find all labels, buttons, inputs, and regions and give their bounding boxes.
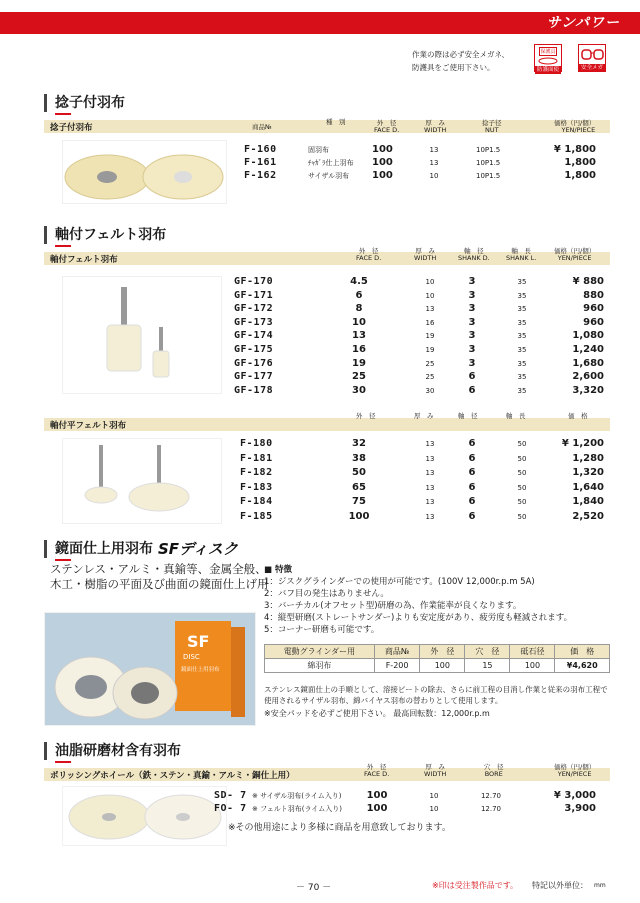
safety-glasses-icon [578, 44, 606, 79]
shank-length: 35 [517, 318, 527, 327]
product-code: GF-176 [234, 357, 274, 369]
face-diameter: 38 [352, 452, 366, 464]
product-type: ※ サイザル羽布(ライム入り) [252, 792, 342, 800]
width: 13 [425, 483, 435, 492]
col-shank: 軸 径 [458, 412, 478, 420]
product-code: SD- 7 [214, 790, 247, 801]
bar-label: 軸付フェルト羽布 [50, 255, 118, 265]
product-code: F-185 [240, 511, 273, 522]
width: 13 [425, 498, 435, 507]
face-diameter: 19 [352, 357, 366, 369]
price: 960 [583, 316, 604, 328]
shank-diameter: 6 [468, 481, 476, 493]
product-code: GF-178 [234, 384, 274, 396]
product-code: GF-171 [234, 289, 274, 301]
width: 13 [425, 513, 435, 521]
features-title: ■ 特徴 [264, 565, 292, 575]
price: 1,680 [572, 357, 604, 369]
product-code: F-160 [244, 144, 277, 155]
face-shield-icon [534, 44, 562, 81]
width: 10 [429, 172, 439, 180]
feature-item: 4：縦型研磨(ストレートサンダー)よりも安定度があり、疲労度も軽減されます。 [264, 613, 573, 623]
width: 13 [425, 469, 435, 478]
product-type: ﾁｬｶﾞﾗ仕上羽布 [308, 159, 354, 167]
product-photo [62, 438, 222, 524]
face-diameter: 30 [352, 384, 366, 396]
face-diameter: 100 [372, 157, 393, 168]
col-face: 外 径 FACE D. [374, 119, 400, 134]
face-diameter: 13 [352, 330, 366, 342]
shank-length: 35 [517, 359, 527, 368]
product-code: F-181 [240, 452, 273, 464]
price: 2,520 [572, 511, 604, 522]
width: 13 [425, 440, 435, 448]
bar-label: ポリッシングホイール（鉄・ステン・真鍮・アルミ・銅仕上用） [50, 771, 295, 781]
col-shank-length: 軸 長 SHANK L. [506, 247, 537, 262]
shank-length: 35 [517, 305, 527, 314]
sf-disc-logo: SFディスク [158, 540, 238, 558]
face-diameter: 100 [372, 170, 393, 181]
svg-text:鏡面仕上用羽布: 鏡面仕上用羽布 [181, 667, 220, 673]
col-price: 価格（円/個） YEN/PIECE [554, 119, 596, 134]
width: 10 [429, 805, 439, 813]
product-type: 固羽布 [308, 146, 329, 154]
brand-bar [0, 12, 640, 34]
unit-note: 特記以外単位： [532, 881, 588, 890]
product-code: GF-177 [234, 371, 274, 383]
col-shank-length: 軸 長 [506, 412, 526, 420]
face-diameter: 25 [352, 371, 366, 383]
shank-diameter: 6 [468, 438, 476, 449]
shank-length: 35 [517, 278, 527, 286]
page-number: － 70 － [296, 883, 332, 893]
width: 25 [425, 373, 435, 382]
price: 3,320 [572, 384, 604, 396]
product-type: サイザル羽布 [308, 172, 350, 180]
width: 13 [425, 305, 435, 314]
product-code: F-182 [240, 467, 273, 479]
col-width: 厚 み WIDTH [424, 119, 447, 134]
shank-length: 50 [517, 513, 527, 521]
sf-spec-table: 電動グラインダー用 商品№ 外 径 穴 径 砥石径 価 格 綿羽布 F-200 100 15 100 ¥4,620 [264, 644, 610, 673]
shank-diameter: 6 [468, 511, 476, 522]
price: ¥ 1,800 [553, 144, 596, 155]
face-diameter: 6 [355, 289, 363, 301]
price: ¥ 880 [572, 276, 604, 287]
product-photo [44, 612, 256, 726]
safety-warning: 作業の際は必ず安全メガネ、防護具をご使用下さい。 [412, 50, 510, 72]
face-diameter: 100 [348, 511, 370, 522]
svg-text:DISC: DISC [183, 653, 200, 661]
shank-diameter: 3 [468, 344, 476, 355]
col-price: 価格（円/個） YEN/PIECE [554, 247, 596, 262]
feature-item: 2：バフ目の発生はありません。 [264, 589, 389, 599]
price: 880 [583, 289, 604, 301]
bar-label: 捻子付羽布 [50, 123, 93, 133]
face-diameter: 100 [366, 790, 388, 801]
col-width: 厚 み WIDTH [424, 763, 447, 778]
price: 1,080 [572, 330, 604, 342]
face-diameter: 32 [352, 438, 366, 449]
footer-note: ※印は受注製作品です。 [432, 881, 519, 890]
product-code: GF-174 [234, 330, 274, 342]
face-diameter: 100 [366, 803, 388, 814]
nut-size: 10P1.5 [476, 172, 501, 180]
price: 1,240 [572, 344, 604, 355]
face-diameter: 8 [355, 303, 363, 315]
col-face: 外 径 FACE D. [364, 763, 390, 778]
shank-length: 35 [517, 346, 527, 354]
bore: 12.70 [480, 792, 502, 800]
product-code: GF-175 [234, 344, 274, 355]
section-title: 軸付フェルト羽布 [44, 226, 166, 244]
col-bore: 穴 径 BORE [484, 763, 504, 778]
price: 1,800 [564, 170, 596, 181]
product-code: F-162 [244, 170, 277, 181]
product-code: F-180 [240, 438, 273, 449]
icon-label: 防護面使用 [536, 67, 559, 81]
feature-item: 5：コーナー研磨も可能です。 [264, 625, 380, 635]
width: 13 [425, 454, 435, 463]
bar-label: 軸付平フェルト羽布 [50, 421, 127, 431]
product-code: FO- 7 [214, 803, 247, 814]
shank-diameter: 3 [468, 316, 476, 328]
price: 1,800 [564, 157, 596, 168]
product-code: GF-170 [234, 276, 274, 287]
face-diameter: 16 [352, 344, 366, 355]
face-diameter: 75 [352, 496, 366, 508]
feature-item: 1：ジスクグラインダーでの使用が可能です。(100V 12,000r.p.m 5A) [264, 577, 535, 587]
price: 1,320 [572, 467, 604, 479]
width: 13 [429, 146, 439, 154]
shank-length: 35 [517, 386, 527, 395]
shank-diameter: 6 [468, 371, 476, 383]
sf-note: ステンレス鏡面仕上の手順として、溶接ビートの除去、さらに前工程の目消し作業と従来の羽布工程で使用されるサイザル羽布、綿バイヤス羽布の替わりとして使用します。 [264, 685, 608, 705]
width: 25 [425, 359, 435, 368]
polishing-note: ※その他用途により多様に商品を用意致しております。 [228, 823, 451, 833]
price: 3,900 [564, 803, 596, 814]
icon-label: 安全メガネ [580, 65, 603, 79]
width: 10 [425, 278, 435, 286]
width: 10 [429, 792, 439, 800]
face-diameter: 65 [352, 481, 366, 493]
product-type: ※ フェルト羽布(ライム入り) [252, 805, 342, 813]
shank-length: 50 [517, 454, 527, 463]
col-type: 種 別 [326, 118, 346, 126]
price: 1,840 [572, 496, 604, 508]
product-photo [62, 786, 227, 846]
shank-length: 50 [517, 440, 527, 448]
shank-diameter: 6 [468, 496, 476, 508]
face-diameter: 100 [372, 144, 393, 155]
shank-diameter: 3 [468, 303, 476, 315]
shank-diameter: 6 [468, 452, 476, 464]
col-width: 厚 み WIDTH [414, 247, 437, 262]
nut-size: 10P1.5 [476, 159, 501, 167]
nut-size: 10P1.5 [476, 146, 501, 154]
face-diameter: 4.5 [350, 276, 368, 287]
shank-diameter: 6 [468, 384, 476, 396]
section-title: 捻子付羽布 [44, 94, 125, 112]
brand-logo: サンパワー [546, 15, 620, 31]
shank-diameter: 3 [468, 357, 476, 369]
shank-length: 50 [517, 483, 527, 492]
sf-subtitle: ステンレス・アルミ・真鍮等、金属全般、木工・樹脂の平面及び曲面の鏡面仕上げ用 [50, 562, 269, 591]
product-photo [62, 276, 222, 394]
features-list [264, 576, 610, 636]
shank-diameter: 3 [468, 330, 476, 342]
icon-top-label: 保護具 [540, 49, 556, 55]
unit-value: mm [594, 882, 606, 889]
price: 1,640 [572, 481, 604, 493]
section-title: 油脂研磨材含有羽布 [44, 742, 181, 760]
price: ¥ 3,000 [553, 790, 596, 801]
face-diameter: 10 [352, 316, 366, 328]
product-code: F-183 [240, 481, 273, 493]
col-price: 価 格 [568, 412, 588, 420]
width: 13 [429, 159, 439, 167]
width: 10 [425, 291, 435, 300]
width: 19 [425, 332, 435, 341]
svg-text:SF: SF [187, 632, 210, 651]
shank-length: 50 [517, 469, 527, 478]
bore: 12.70 [480, 805, 502, 813]
shank-length: 50 [517, 498, 527, 507]
col-nut: 捻子径 NUT [482, 119, 502, 134]
col-width: 厚 み [414, 412, 434, 420]
price: ¥ 1,200 [561, 438, 604, 449]
price: 1,280 [572, 452, 604, 464]
price: 960 [583, 303, 604, 315]
col-face: 外 径 [356, 412, 376, 420]
face-diameter: 50 [352, 467, 366, 479]
sf-safety-note: ※安全パッドを必ずご使用下さい。 最高回転数：12,000r.p.m [264, 709, 490, 718]
product-code: F-184 [240, 496, 273, 508]
width: 19 [425, 346, 435, 354]
shank-length: 35 [517, 332, 527, 341]
col-face: 外 径 FACE D. [356, 247, 382, 262]
shank-length: 35 [517, 373, 527, 382]
price: 2,600 [572, 371, 604, 383]
col-price: 価格（円/個） YEN/PIECE [554, 763, 596, 778]
feature-item: 3：バーチカル(オフセット型)研磨の為、作業能率が良くなります。 [264, 601, 522, 611]
shank-diameter: 3 [468, 276, 476, 287]
width: 16 [425, 318, 435, 327]
shank-length: 35 [517, 291, 527, 300]
product-code: GF-172 [234, 303, 274, 315]
product-code: GF-173 [234, 316, 274, 328]
product-photo [62, 140, 227, 204]
col-code: 商品№ [252, 123, 272, 131]
product-code: F-161 [244, 157, 277, 168]
col-shank: 軸 径 SHANK D. [458, 247, 490, 262]
section-title: 鏡面仕上用羽布 [44, 540, 153, 558]
shank-diameter: 6 [468, 467, 476, 479]
shank-diameter: 3 [468, 289, 476, 301]
width: 30 [425, 386, 435, 395]
